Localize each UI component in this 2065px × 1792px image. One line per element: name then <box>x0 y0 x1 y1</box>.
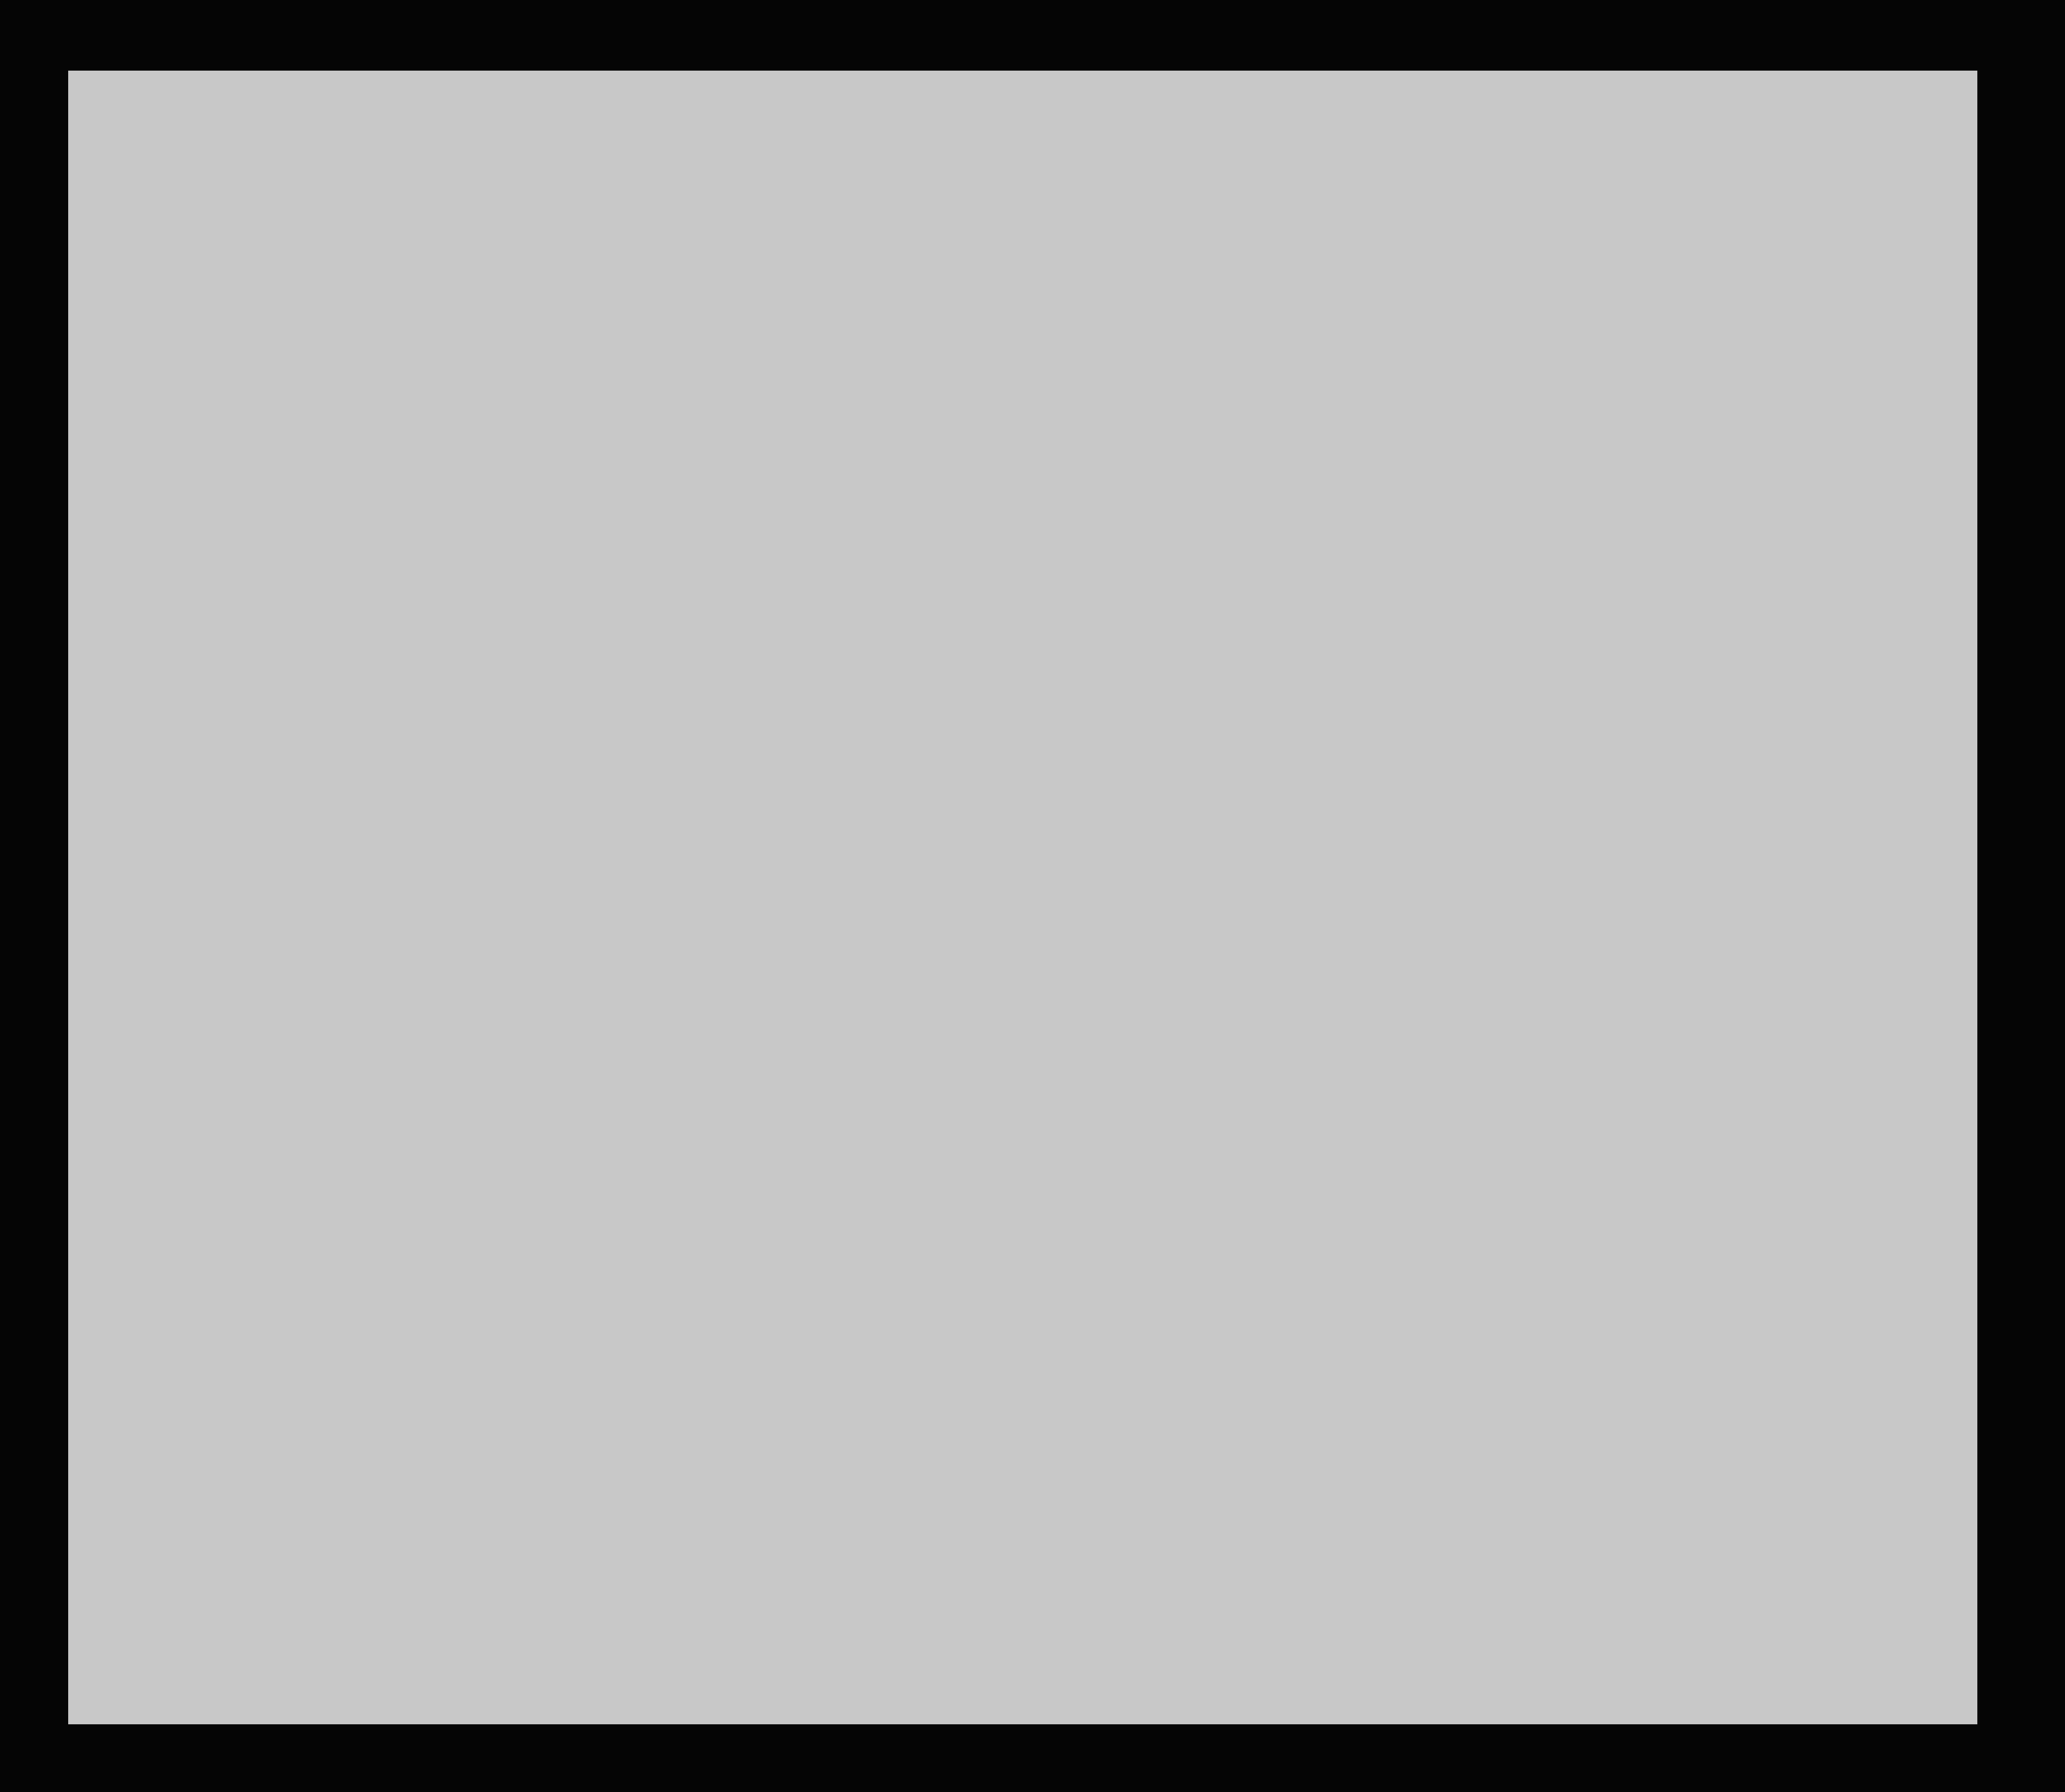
table-grid <box>68 71 1977 1724</box>
manifest-sheet <box>68 71 1977 1724</box>
